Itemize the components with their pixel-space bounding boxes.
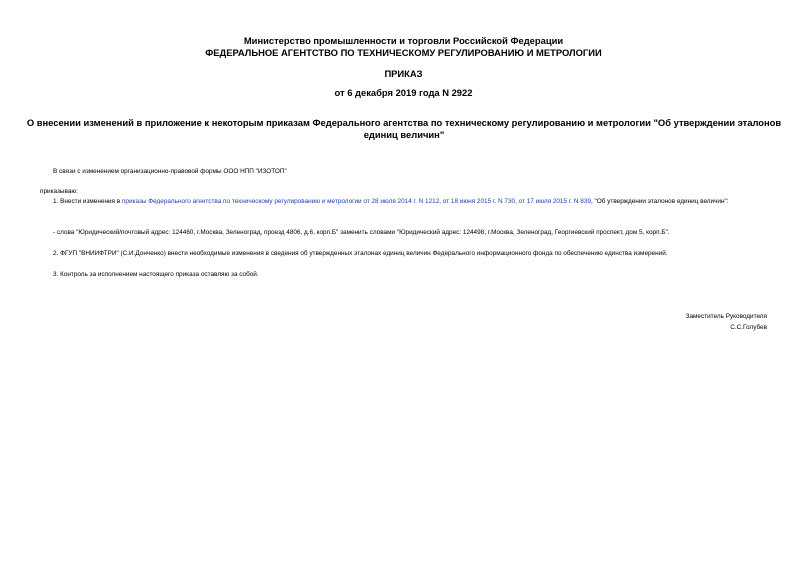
order-word: приказываю: xyxy=(40,188,78,195)
orders-link[interactable]: приказы Федерального агентства по техническому регулированию и метрологии от 28 июля 2014 г. N 1212, от 18 июня 2015 г. N 730, от 17 июля 2015 г. N 839 xyxy=(121,198,591,205)
item-1-detail: - слова "Юридический/почтовый адрес: 124460, г.Москва, Зеленоград, проезд 4806, д.6, корп.Б" заменить словами "Юридический адрес: 124498, г.Москва, Зеленоград, Георгиевский проспект, дом 5, корп.Б". xyxy=(53,229,670,236)
intro-paragraph: В связи с изменением организационно-правовой формы ООО НПП "ИЗОТОП" xyxy=(53,168,287,175)
item-1-paragraph xyxy=(40,197,768,206)
signature-block xyxy=(686,311,767,333)
document-title: О внесении изменений в приложение к некоторым приказам Федерального агентства по техническому регулированию и метрологии "Об утверждении эталонов единиц величин" xyxy=(26,117,782,140)
item-1-prefix: 1. Внести изменения в xyxy=(53,198,122,205)
item-1-suffix: , "Об утверждении эталонов единиц величин": xyxy=(590,198,729,205)
ministry-name: Министерство промышленности и торговли Российской Федерации xyxy=(243,35,564,46)
document-header xyxy=(0,35,807,59)
item-2-paragraph: 2. ФГУП "ВНИИФТРИ" (С.И.Донченко) внести необходимые изменения в сведения об утвержденных эталонах единиц величин Федерального информационного фонда по обеспечению единства измерений. xyxy=(53,250,668,257)
agency-name: ФЕДЕРАЛЬНОЕ АГЕНТСТВО ПО ТЕХНИЧЕСКОМУ РЕГУЛИРОВАНИЮ И МЕТРОЛОГИИ xyxy=(205,47,602,58)
signer-position: Заместитель Руководителя xyxy=(685,313,767,320)
order-date: от 6 декабря 2019 года N 2922 xyxy=(334,87,473,98)
signer-name: С.С.Голубев xyxy=(730,324,767,331)
item-3-paragraph: 3. Контроль за исполнением настоящего приказа оставляю за собой. xyxy=(53,271,259,278)
order-type: ПРИКАЗ xyxy=(384,68,423,79)
